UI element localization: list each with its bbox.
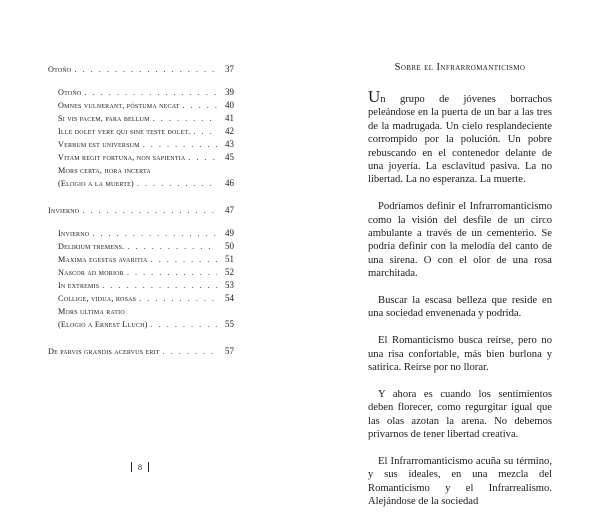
toc-page-number: 39 [225,87,234,97]
toc-title: Vitam regit fortuna, non sapientia [58,153,186,162]
paragraph [368,87,552,187]
folio-bar-left [131,462,132,472]
toc-section-de-parvis[interactable] [48,345,234,359]
toc-entry[interactable] [48,292,234,305]
toc-entry[interactable] [48,86,234,99]
leader-dots [82,204,217,217]
toc-entry[interactable] [48,279,234,292]
leader-dots [188,151,217,164]
left-page [0,0,300,503]
paragraph: Y ahora es cuando los sentimientos deben florecer, como regurgitar igual que las olas azotan la arena. No debemos privarnos de tener libertad creativa. [368,388,552,441]
toc-entry[interactable] [48,227,234,240]
toc-entry[interactable] [48,318,234,331]
toc-page-number: 47 [225,205,234,215]
toc-title: (Elogio a la muerte) [58,179,134,188]
toc-entry[interactable] [48,240,234,253]
leader-dots [102,279,217,292]
toc-entry[interactable] [48,266,234,279]
leader-dots [139,292,217,305]
toc-entry[interactable] [48,138,234,151]
toc-page-number: 50 [225,241,234,251]
toc-title: Mors ultima ratio [58,307,125,316]
page-number-folio [131,462,149,472]
toc-page-number: 40 [225,100,234,110]
toc-section-invierno[interactable] [48,204,234,218]
toc-entry[interactable] [48,177,234,190]
toc-title: Invierno [48,206,80,215]
toc-title: Collige, vidua, rosas [58,294,137,303]
leader-dots [193,125,217,138]
toc-entry[interactable] [48,253,234,266]
toc-page-number: 51 [225,254,234,264]
toc-title: Invierno [58,229,90,238]
toc-entry[interactable] [48,99,234,112]
toc-title: Verbum est universum [58,140,140,149]
folio-bar-right [148,462,149,472]
toc-entry[interactable] [48,112,234,125]
paragraph: El Infrarromanticismo acuña su término, y sus ideales, en una mezcla del Romanticismo y el Infrarrealismo. Alejándose de la sociedad [368,455,552,508]
toc-page-number: 52 [225,267,234,277]
toc-page-number: 42 [225,126,234,136]
toc-page-number: 53 [225,280,234,290]
toc-title: Mors certa, hora incerta [58,166,151,175]
leader-dots [151,253,217,266]
leader-dots [182,99,217,112]
toc-title: Maxima egestas avaritia [58,255,148,264]
toc-title: Si vis pacem, para bellum [58,114,150,123]
toc-page-number: 55 [225,319,234,329]
toc-page-number: 57 [225,346,234,356]
leader-dots [127,240,217,253]
leader-dots [151,318,217,331]
toc-page-number: 46 [225,178,234,188]
toc-section-otono[interactable] [48,63,234,77]
right-page [300,0,600,508]
toc-title: Omnes vulnerant, póstuma necat [58,101,180,110]
paragraph: Podríamos definir el Infrarromanticismo como la visión del desfile de un circo ambulante a través de un cementerio. Se podría definir con la melodía del canto de una sirena. O con el olor de una rosa marchitada. [368,201,552,280]
leader-dots [127,266,217,279]
toc-page-number: 49 [225,228,234,238]
toc-page-number: 41 [225,113,234,123]
initial-capital: U [368,87,381,106]
toc-entry[interactable] [48,164,234,177]
toc-title: De parvis grandis acervus erit [48,347,160,356]
toc-entry[interactable] [48,125,234,138]
leader-dots [137,177,217,190]
leader-dots [153,112,217,125]
toc-page-number: 37 [225,64,234,74]
paragraph-text: n grupo de jóvenes borrachos peleándose en la puerta de un bar a las tres de la madrugada. Un cielo resplandeciente corrompido por la polución. Un pobre rebuscando en el contenedor delante de una joyería. La esclavitud pasiva. La no libertad. La no esperanza. La muerte. [368,94,552,186]
page-number: 8 [138,462,142,472]
toc-entry[interactable] [48,151,234,164]
toc-title: Delirium tremens. [58,242,125,251]
toc-title: Otoño [58,88,82,97]
toc-page-number: 43 [225,139,234,149]
toc-title: In extremis [58,281,100,290]
paragraph: El Romanticismo busca reírse, pero no una risa confortable, más bien burlona y satírica. Reírse por no llorar. [368,335,552,374]
leader-dots [84,86,217,99]
toc-entry[interactable] [48,305,234,318]
toc-title: (Elogio a Ernest Lluch) [58,320,148,329]
leader-dots [143,138,217,151]
paragraph: Buscar la escasa belleza que reside en una sociedad envenenada y podrida. [368,295,552,320]
leader-dots [92,227,217,240]
toc-page-number: 54 [225,293,234,303]
body-text [368,87,552,522]
toc-title: Ille dolet vere qui sine teste dolet. [58,127,191,136]
toc-page-number: 45 [225,152,234,162]
toc-title: Nascor ad morior [58,268,124,277]
chapter-title: Sobre el Infrarromanticismo [394,62,526,73]
leader-dots [163,345,217,358]
table-of-contents [48,63,234,359]
leader-dots [74,63,217,76]
toc-title: Otoño [48,65,72,74]
